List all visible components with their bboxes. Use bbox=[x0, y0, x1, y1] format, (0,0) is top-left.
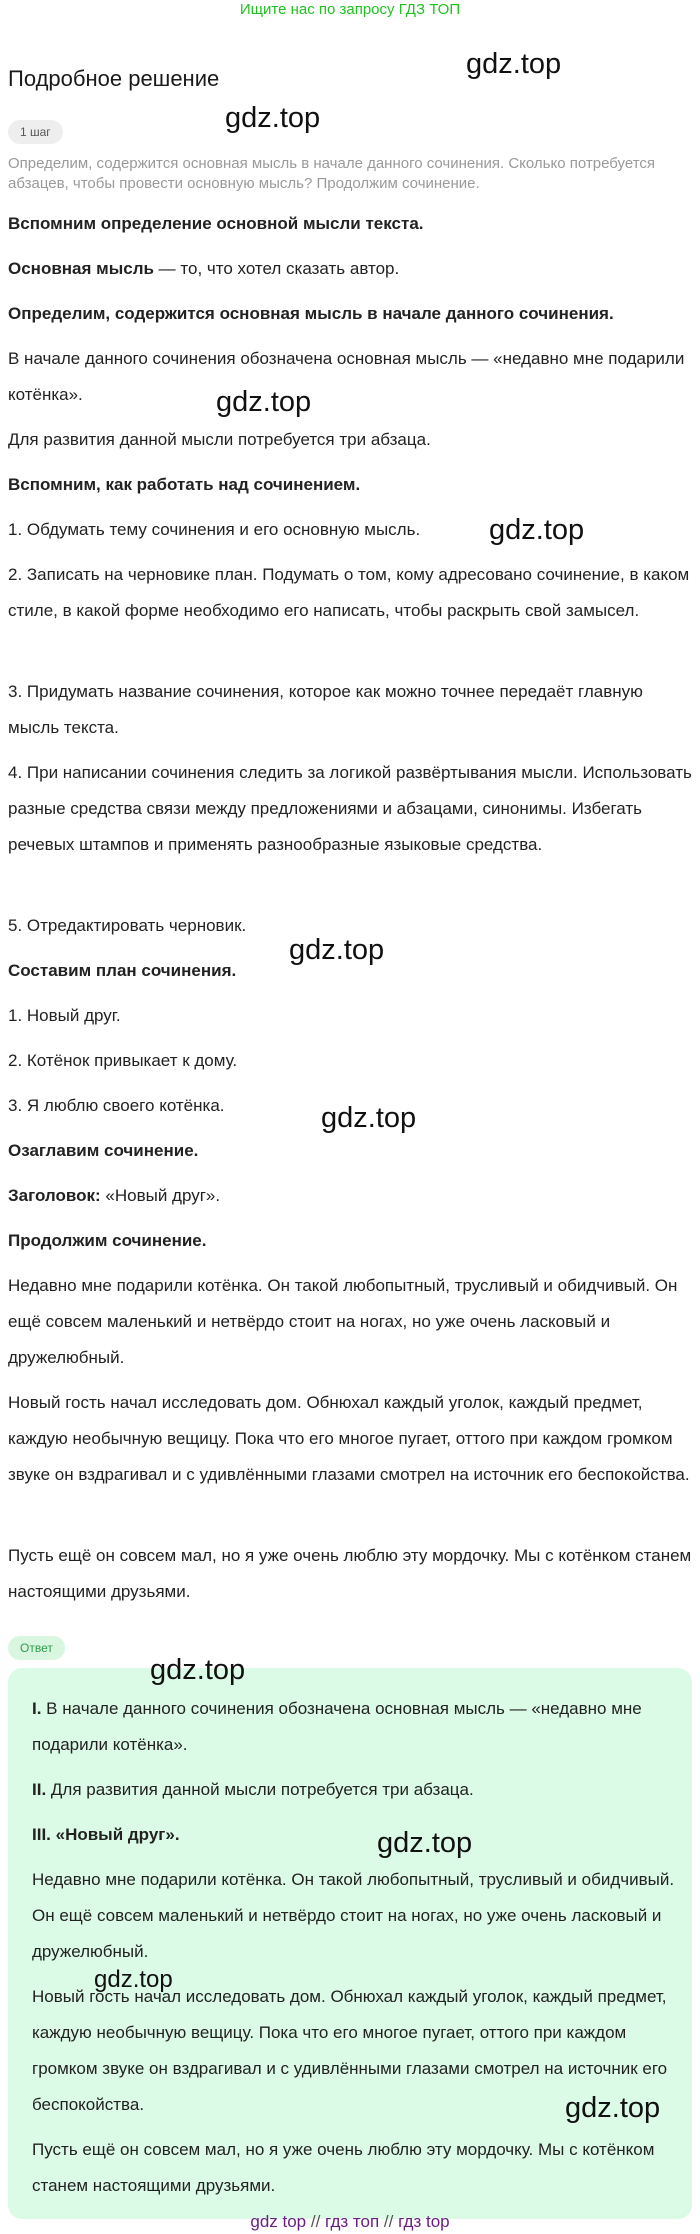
footer-link[interactable]: гдз top bbox=[398, 2212, 450, 2231]
answer-badge: Ответ bbox=[8, 1636, 65, 1660]
work-step: 1. Обдумать тему сочинения и его основную мысль. bbox=[8, 520, 421, 539]
watermark: gdz.top bbox=[377, 1827, 473, 1859]
recall-work-heading: Вспомним, как работать над сочинением. bbox=[8, 475, 361, 494]
answer-title: III. «Новый друг». bbox=[32, 1825, 180, 1844]
watermark: gdz.top bbox=[466, 48, 562, 80]
recall-definition: Вспомним определение основной мысли текста. bbox=[8, 214, 424, 233]
watermark: gdz.top bbox=[565, 2092, 661, 2124]
answer-item-text: Для развития данной мысли потребуется три абзаца. bbox=[46, 1780, 474, 1799]
footer-separator: // bbox=[383, 2212, 394, 2231]
essay-paragraph: Недавно мне подарили котёнка. Он такой любопытный, трусливый и обидчивый. Он ещё совсем маленький и нетвёрдо стоит на ногах, но уже очень ласковый и дружелюбный. bbox=[8, 1276, 678, 1367]
footer-link[interactable]: gdz top bbox=[250, 2212, 307, 2231]
footer-links bbox=[0, 2212, 700, 2232]
main-idea: В начале данного сочинения обозначена основная мысль — «недавно мне подарили котёнка». bbox=[8, 349, 685, 404]
answer-item-text: В начале данного сочинения обозначена основная мысль — «недавно мне подарили котёнка». bbox=[32, 1699, 642, 1754]
work-step: 4. При написании сочинения следить за логикой развёртывания мысли. Использовать разные средства связи между предложениями и абзацами, синонимы. Избегать речевых штампов и применять разнообразные языковые средства. bbox=[8, 763, 692, 854]
plan-item: 3. Я люблю своего котёнка. bbox=[8, 1096, 225, 1115]
watermark: gdz.top bbox=[225, 102, 321, 134]
answer-essay-paragraph: Новый гость начал исследовать дом. Обнюхал каждый уголок, каждый предмет, каждую необычную вещицу. Пока что его многое пугает, оттого при каждом громком звуке он вздрагивал и с удивлёнными глазами смотрел на источник его беспокойства. bbox=[32, 1987, 668, 2114]
step-badge: 1 шаг bbox=[8, 120, 63, 144]
work-step: 2. Записать на черновике план. Подумать о том, кому адресовано сочинение, в каком стиле, в какой форме необходимо его написать, чтобы раскрыть свой замысел. bbox=[8, 565, 690, 620]
plan-heading: Составим план сочинения. bbox=[8, 961, 237, 980]
answer-item-number: II. bbox=[32, 1780, 47, 1799]
title-line bbox=[8, 1178, 692, 1214]
watermark: gdz.top bbox=[289, 934, 385, 966]
paragraphs-needed: Для развития данной мысли потребуется три абзаца. bbox=[8, 430, 431, 449]
watermark: gdz.top bbox=[216, 386, 312, 418]
answer-essay-paragraph: Пусть ещё он совсем мал, но я уже очень люблю эту мордочку. Мы с котёнком станем настоящими друзьями. bbox=[32, 2140, 655, 2195]
watermark: gdz.top bbox=[321, 1102, 417, 1134]
answer-essay-paragraph: Недавно мне подарили котёнка. Он такой любопытный, трусливый и обидчивый. Он ещё совсем маленький и нетвёрдо стоит на ногах, но уже очень ласковый и дружелюбный. bbox=[32, 1870, 675, 1961]
essay-paragraph: Новый гость начал исследовать дом. Обнюхал каждый уголок, каждый предмет, каждую необычную вещицу. Пока что его многое пугает, оттого при каждом громком звуке он вздрагивал и с удивлёнными глазами смотрел на источник его беспокойства. bbox=[8, 1393, 690, 1484]
answer-item bbox=[32, 1691, 684, 1763]
watermark: gdz.top bbox=[94, 1966, 173, 1993]
definition-term: Основная мысль bbox=[8, 259, 154, 278]
watermark: gdz.top bbox=[489, 514, 585, 546]
footer-separator: // bbox=[310, 2212, 321, 2231]
step-intro: Определим, содержится основная мысль в начале данного сочинения. Сколько потребуется абзацев, чтобы провести основную мысль? Продолжим сочинение. bbox=[8, 155, 656, 192]
essay-paragraph: Пусть ещё он совсем мал, но я уже очень люблю эту мордочку. Мы с котёнком станем настоящими друзьями. bbox=[8, 1546, 692, 1601]
title-heading: Озаглавим сочинение. bbox=[8, 1141, 199, 1160]
watermark: gdz.top bbox=[150, 1654, 246, 1686]
title-value: «Новый друг». bbox=[100, 1186, 221, 1205]
continue-heading: Продолжим сочинение. bbox=[8, 1231, 207, 1250]
page-title: Подробное решение bbox=[8, 66, 220, 91]
title-label: Заголовок: bbox=[8, 1186, 101, 1205]
determine-heading: Определим, содержится основная мысль в начале данного сочинения. bbox=[8, 304, 614, 323]
answer-item-number: I. bbox=[32, 1699, 42, 1718]
definition-line bbox=[8, 251, 692, 287]
answer-item bbox=[32, 1772, 684, 1808]
search-banner: Ищите нас по запросу ГДЗ ТОП bbox=[239, 1, 461, 18]
plan-item: 1. Новый друг. bbox=[8, 1006, 121, 1025]
work-step: 5. Отредактировать черновик. bbox=[8, 916, 247, 935]
plan-item: 2. Котёнок привыкает к дому. bbox=[8, 1051, 238, 1070]
definition-text: — то, что хотел сказать автор. bbox=[153, 259, 400, 278]
footer-link[interactable]: гдз топ bbox=[325, 2212, 380, 2231]
work-step: 3. Придумать название сочинения, которое как можно точнее передаёт главную мысль текста. bbox=[8, 682, 643, 737]
